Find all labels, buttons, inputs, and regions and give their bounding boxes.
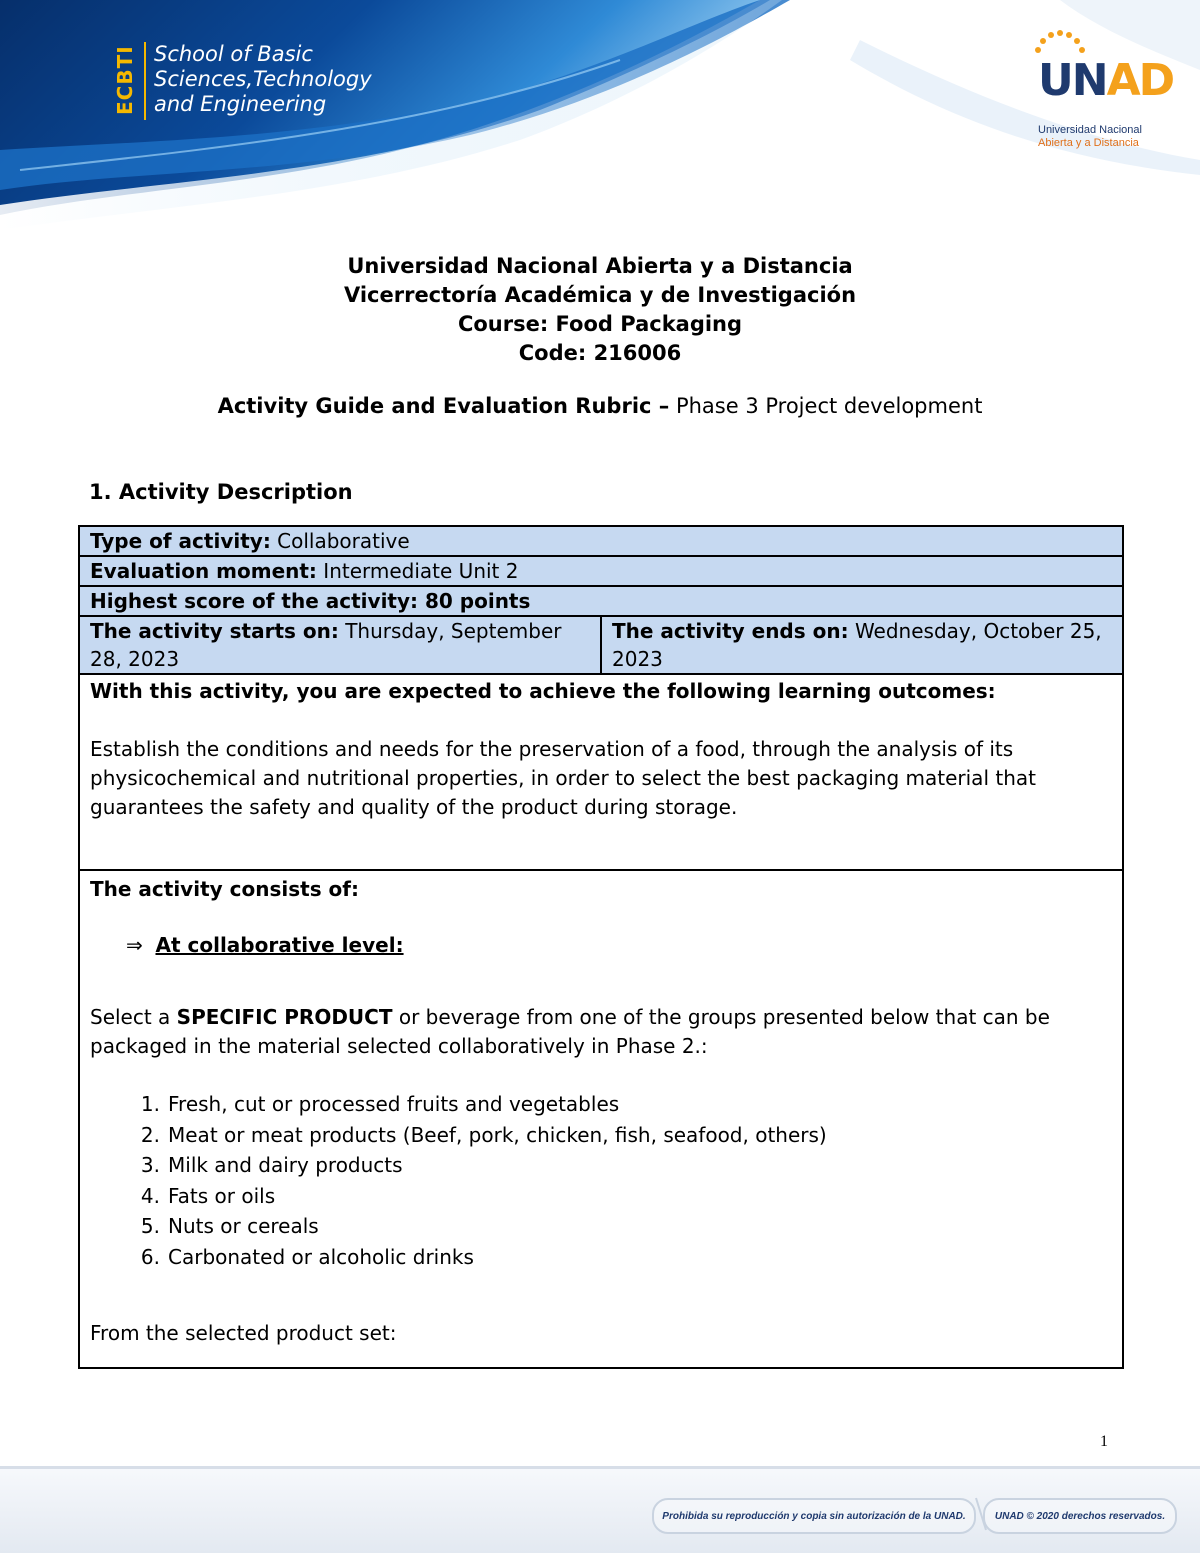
list-item: 4. Fats or oils	[140, 1183, 276, 1208]
unad-logo-subtitle: Universidad Nacional	[1038, 124, 1142, 136]
product-group-list	[90, 1089, 1112, 1273]
document-title-block	[0, 252, 1200, 368]
evaluation-moment-cell: Evaluation moment: Intermediate Unit 2	[79, 556, 1123, 586]
footer-reproduction-notice: Prohibida su reproducción y copia sin autorización de la UNAD.	[652, 1498, 976, 1534]
table-row	[79, 526, 1123, 556]
activity-table	[78, 525, 1124, 1369]
guide-title-phase: Phase 3 Project development	[669, 394, 983, 418]
collaborative-level-heading: At collaborative level:	[155, 933, 404, 957]
unad-logo-word: UNAD	[1038, 55, 1174, 106]
page-number: 1	[1100, 1433, 1108, 1450]
school-name-line: School of Basic	[154, 42, 313, 66]
vicerrectoria-title: Vicerrectoría Académica y de Investigación	[343, 283, 857, 307]
selected-product-set-text: From the selected product set:	[90, 1320, 397, 1345]
university-title: Universidad Nacional Abierta y a Distancia	[347, 254, 853, 278]
learning-outcomes-cell	[79, 674, 1123, 870]
end-date-cell: The activity ends on: Wednesday, October 25, 2023	[601, 616, 1123, 674]
school-acronym: ECBTI	[113, 45, 137, 115]
footer-copyright-notice: UNAD © 2020 derechos reservados.	[983, 1498, 1177, 1534]
start-date-cell: The activity starts on: Thursday, September 28, 2023	[79, 616, 601, 674]
type-of-activity-cell: Type of activity: Collaborative	[79, 526, 1123, 556]
guide-title	[0, 394, 1200, 418]
unad-logo-dots-icon	[1030, 28, 1090, 58]
list-item: 5. Nuts or cereals	[140, 1214, 319, 1239]
school-name-line: Sciences,Technology	[154, 67, 372, 91]
list-item: 2. Meat or meat products (Beef, pork, chicken, fish, seafood, others)	[140, 1122, 827, 1147]
select-product-text: Select a SPECIFIC PRODUCT or beverage from one of the groups presented below that can be packaged in the material selected collaboratively in Phase 2.:	[90, 1005, 1050, 1058]
arrow-icon: ⇒	[126, 933, 143, 957]
school-separator	[144, 42, 146, 120]
table-row	[79, 870, 1123, 1368]
table-row	[79, 674, 1123, 870]
activity-consists-cell	[79, 870, 1123, 1368]
table-row	[79, 556, 1123, 586]
course-code: Code: 216006	[518, 341, 682, 365]
unad-logo	[1030, 28, 1174, 149]
school-block	[112, 38, 372, 122]
header-banner	[0, 0, 1200, 240]
learning-outcomes-heading: With this activity, you are expected to achieve the following learning outcomes:	[90, 679, 996, 703]
learning-outcomes-text: Establish the conditions and needs for the preservation of a food, through the analysis of its physicochemical and nutritional properties, in order to select the best packaging material that guarantees the safety and quality of the product during storage.	[90, 737, 1036, 819]
list-item: 3. Milk and dairy products	[140, 1153, 403, 1178]
course-title: Course: Food Packaging	[457, 312, 743, 336]
section-heading: 1. Activity Description	[89, 480, 353, 504]
collaborative-level-line	[126, 931, 1112, 959]
table-row	[79, 616, 1123, 674]
guide-title-bold: Activity Guide and Evaluation Rubric –	[217, 394, 670, 418]
list-item: 1. Fresh, cut or processed fruits and vegetables	[140, 1092, 620, 1116]
unad-logo-subtitle: Abierta y a Distancia	[1038, 137, 1139, 149]
list-item: 6. Carbonated or alcoholic drinks	[140, 1244, 474, 1269]
activity-consists-heading: The activity consists of:	[90, 877, 359, 901]
highest-score-cell: Highest score of the activity: 80 points	[79, 586, 1123, 616]
table-row	[79, 586, 1123, 616]
school-name-line: and Engineering	[154, 92, 327, 116]
school-name	[154, 42, 372, 117]
